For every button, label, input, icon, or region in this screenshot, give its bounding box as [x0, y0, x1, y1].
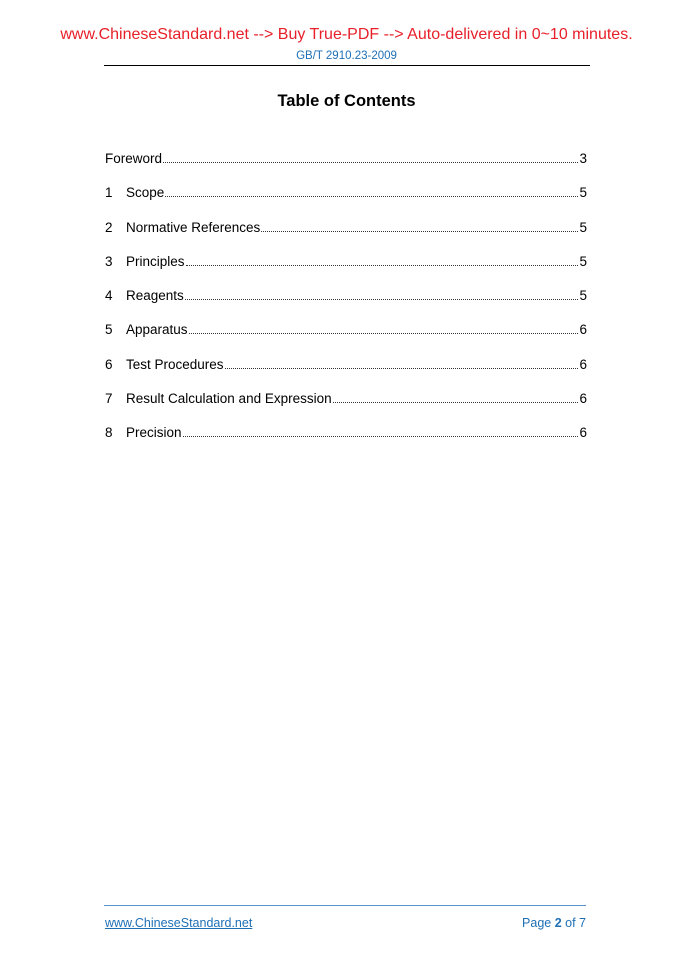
toc-entry-test-procedures[interactable] [105, 356, 587, 390]
toc-section-number: 5 [105, 322, 113, 338]
toc-entry-apparatus[interactable] [105, 321, 587, 355]
toc-section-number: 8 [105, 425, 113, 441]
promo-banner[interactable]: www.ChineseStandard.net --> Buy True-PDF --> Auto-delivered in 0~10 minutes. [60, 26, 633, 43]
toc-entry-result-calculation[interactable] [105, 390, 587, 424]
toc-entry-precision[interactable] [105, 424, 587, 458]
toc-label: Result Calculation and Expression [126, 391, 332, 407]
toc-page-number: 6 [579, 391, 587, 407]
toc-leader-dots [165, 196, 578, 197]
footer-page-indicator [522, 916, 586, 930]
toc-label: Scope [126, 185, 165, 201]
toc-section-number: 1 [105, 185, 113, 201]
toc-page-number: 5 [579, 219, 587, 235]
toc-page-number: 5 [579, 288, 587, 304]
toc-leader-dots [183, 436, 579, 437]
toc-page-number: 6 [579, 425, 587, 441]
toc-label: Apparatus [126, 322, 188, 338]
current-page-number: 2 [554, 916, 562, 930]
toc-entry-foreword[interactable] [105, 150, 587, 184]
toc-page-number: 6 [579, 356, 587, 372]
header-divider [104, 65, 590, 66]
page-title: Table of Contents [277, 92, 416, 110]
table-of-contents [105, 150, 587, 459]
page-separator: of [561, 916, 580, 930]
toc-entry-scope[interactable] [105, 184, 587, 218]
toc-section-number: 2 [105, 219, 113, 235]
toc-entry-normative-references[interactable] [105, 219, 587, 253]
toc-label: Foreword [105, 151, 163, 166]
toc-leader-dots [261, 231, 578, 232]
toc-leader-dots [189, 333, 579, 334]
toc-label: Reagents [126, 288, 184, 304]
toc-leader-dots [186, 265, 579, 266]
toc-entry-reagents[interactable] [105, 287, 587, 321]
toc-leader-dots [225, 368, 579, 369]
page-prefix: Page [522, 916, 555, 930]
toc-leader-dots [185, 299, 579, 300]
footer-site-link[interactable]: www.ChineseStandard.net [105, 916, 253, 930]
toc-label: Test Procedures [126, 356, 224, 372]
toc-section-number: 3 [105, 253, 113, 269]
toc-entry-principles[interactable] [105, 253, 587, 287]
toc-leader-dots [163, 162, 578, 163]
toc-label: Normative References [126, 219, 261, 235]
toc-label: Precision [126, 425, 182, 441]
toc-page-number: 5 [579, 253, 587, 269]
standard-code: GB/T 2910.23-2009 [296, 50, 397, 62]
toc-section-number: 6 [105, 356, 113, 372]
total-page-count: 7 [579, 916, 586, 930]
toc-page-number: 5 [579, 185, 587, 201]
toc-page-number: 3 [579, 151, 587, 166]
toc-section-number: 4 [105, 288, 113, 304]
toc-section-number: 7 [105, 391, 113, 407]
toc-leader-dots [333, 402, 579, 403]
footer-divider [104, 905, 586, 906]
toc-label: Principles [126, 253, 185, 269]
toc-page-number: 6 [579, 322, 587, 338]
